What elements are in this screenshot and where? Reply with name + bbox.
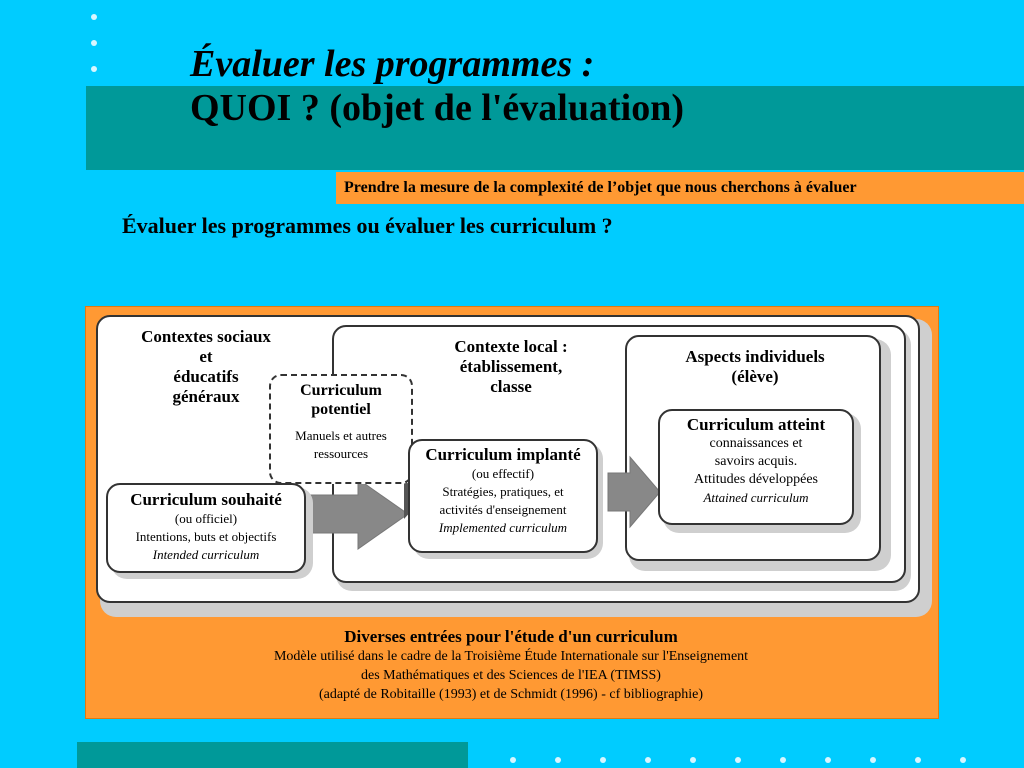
souhaite-line: (ou officiel) <box>174 511 238 526</box>
arrow-souhaite-to-implante <box>304 477 414 551</box>
diagram-caption <box>186 627 836 704</box>
souhaite-title: Curriculum souhaité <box>130 490 282 509</box>
contexte-local-line: classe <box>490 377 532 396</box>
implante-line: Stratégies, pratiques, et <box>442 484 564 499</box>
curriculum-diagram <box>85 306 939 719</box>
subtitle-banner: Prendre la mesure de la complexité de l’objet que nous cherchons à évaluer <box>336 172 1024 204</box>
decorative-dot <box>555 757 561 763</box>
atteint-line: connaissances et <box>709 436 803 451</box>
potentiel-line: ressources <box>313 446 369 461</box>
contextes-line: Contextes sociaux <box>141 327 271 346</box>
decorative-dot <box>780 757 786 763</box>
curriculum-potentiel-text <box>271 381 411 463</box>
implante-line: activités d'enseignement <box>439 502 567 517</box>
aspects-line: Aspects individuels <box>685 347 825 366</box>
decorative-dot <box>645 757 651 763</box>
souhaite-line: Intentions, buts et objectifs <box>135 529 277 544</box>
caption-line: des Mathématiques et des Sciences de l'IEA (TIMSS) <box>361 668 661 683</box>
contexte-local-line: établissement, <box>459 357 563 376</box>
question-text: Évaluer les programmes ou évaluer les curriculum ? <box>122 213 613 238</box>
curriculum-souhaite-text <box>108 490 304 564</box>
atteint-english: Attained curriculum <box>703 490 809 505</box>
implante-line: (ou effectif) <box>471 466 535 481</box>
curriculum-implante-text <box>410 445 596 537</box>
caption-line: Modèle utilisé dans le cadre de la Troisième Étude Internationale sur l'Enseignement <box>273 649 749 664</box>
aspects-line: (élève) <box>731 367 779 386</box>
decorative-dot <box>960 757 966 763</box>
atteint-title: Curriculum atteint <box>686 415 826 434</box>
caption-title: Diverses entrées pour l'étude d'un curriculum <box>344 627 678 646</box>
slide-title <box>190 42 684 130</box>
decorative-dot <box>690 757 696 763</box>
caption-line: (adapté de Robitaille (1993) et de Schmidt (1996) - cf bibliographie) <box>318 687 704 702</box>
decorative-dot <box>870 757 876 763</box>
decorative-dot <box>600 757 606 763</box>
contextes-line: généraux <box>172 387 240 406</box>
potentiel-title: Curriculum <box>300 382 382 399</box>
aspects-individuels-label <box>646 347 864 387</box>
decorative-dot <box>735 757 741 763</box>
title-line-2: QUOI ? (objet de l'évaluation) <box>190 87 684 129</box>
souhaite-english: Intended curriculum <box>152 547 260 562</box>
decorative-dot <box>91 40 97 46</box>
decorative-dot <box>91 66 97 72</box>
potentiel-title: potentiel <box>311 401 371 418</box>
decorative-dot <box>825 757 831 763</box>
decorative-dot <box>915 757 921 763</box>
decorative-dot <box>91 14 97 20</box>
arrow-implante-to-atteint <box>606 455 662 529</box>
decorative-dot <box>510 757 516 763</box>
potentiel-line: Manuels et autres <box>295 428 387 443</box>
contextes-line: éducatifs <box>173 367 239 386</box>
atteint-line: savoirs acquis. <box>714 454 798 469</box>
curriculum-atteint-text <box>660 415 852 507</box>
atteint-line: Attitudes développées <box>693 472 819 487</box>
contexte-local-label <box>416 337 606 397</box>
implante-english: Implemented curriculum <box>438 520 568 535</box>
contexte-local-line: Contexte local : <box>454 337 568 356</box>
title-line-1: Évaluer les programmes : <box>190 43 595 85</box>
implante-title: Curriculum implanté <box>425 445 581 464</box>
contextes-line: et <box>199 347 213 366</box>
bottom-band <box>77 742 468 768</box>
